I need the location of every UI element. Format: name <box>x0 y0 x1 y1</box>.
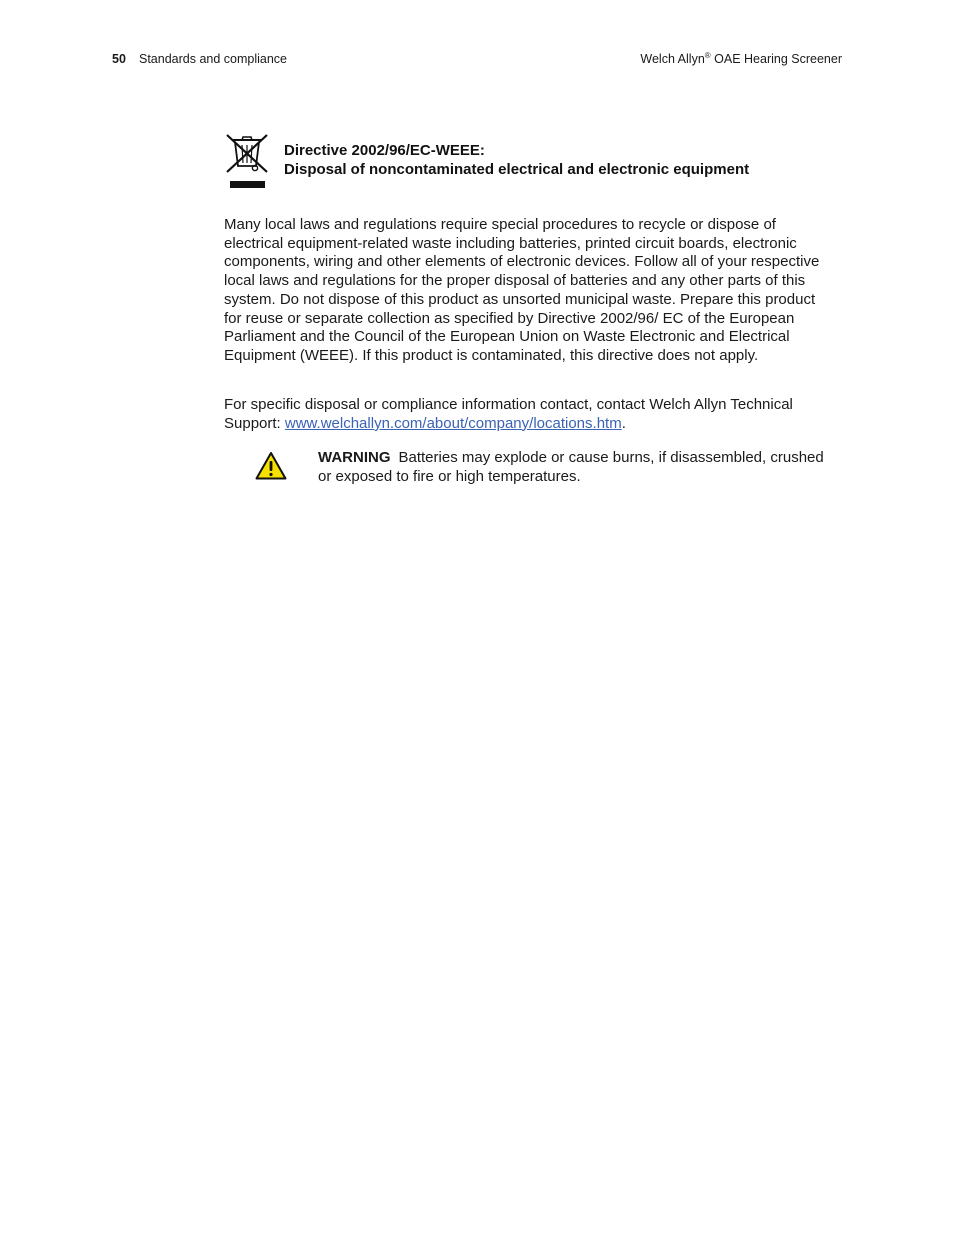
page-header <box>112 50 842 70</box>
weee-directive-title <box>284 142 749 179</box>
crossed-out-wheelie-bin-icon <box>224 132 270 190</box>
warning-label: WARNING <box>318 449 391 466</box>
locations-link[interactable]: www.welchallyn.com/about/company/locations.htm <box>284 414 622 432</box>
contact-text: For specific disposal or compliance information contact, contact Welch Allyn Technical Support: <box>224 396 793 432</box>
warning-message <box>318 449 833 486</box>
weee-title-line-2: Disposal of noncontaminated electrical and electronic equipment <box>284 160 750 178</box>
warning-triangle-icon <box>255 451 287 481</box>
product-name-prefix: Welch Allyn <box>640 52 705 66</box>
disposal-paragraph: Many local laws and regulations require special procedures to recycle or dispose of electrical equipment-related waste including batteries, printed circuit boards, electronic components, wiring and other elements of electronic devices. Follow all of your respective local laws and regulations for the proper disposal of batteries and any other parts of this system. Do not dispose of this product as unsorted municipal waste. Prepare this product for reuse or separate collection as specified by Directive 2002/96/ EC of the European Parliament and the Council of the European Union on Waste Electronic and Electrical Equipment (WEEE). If this product is contaminated, this directive does not apply. <box>224 216 820 364</box>
registered-mark: ® <box>704 51 711 60</box>
product-title <box>640 52 842 66</box>
warning-text: Batteries may explode or cause burns, if disassembled, crushed or exposed to fire or high temperatures. <box>318 449 824 485</box>
section-title: Standards and compliance <box>139 52 288 66</box>
warning-block <box>255 449 835 493</box>
weee-directive-block <box>224 130 834 190</box>
product-name-suffix: OAE Hearing Screener <box>710 52 842 66</box>
contact-paragraph <box>224 396 834 433</box>
weee-title-line-1: Directive 2002/96/EC-WEEE: <box>284 142 485 159</box>
contact-text-end: . <box>621 414 626 432</box>
page-number: 50 <box>112 52 126 66</box>
